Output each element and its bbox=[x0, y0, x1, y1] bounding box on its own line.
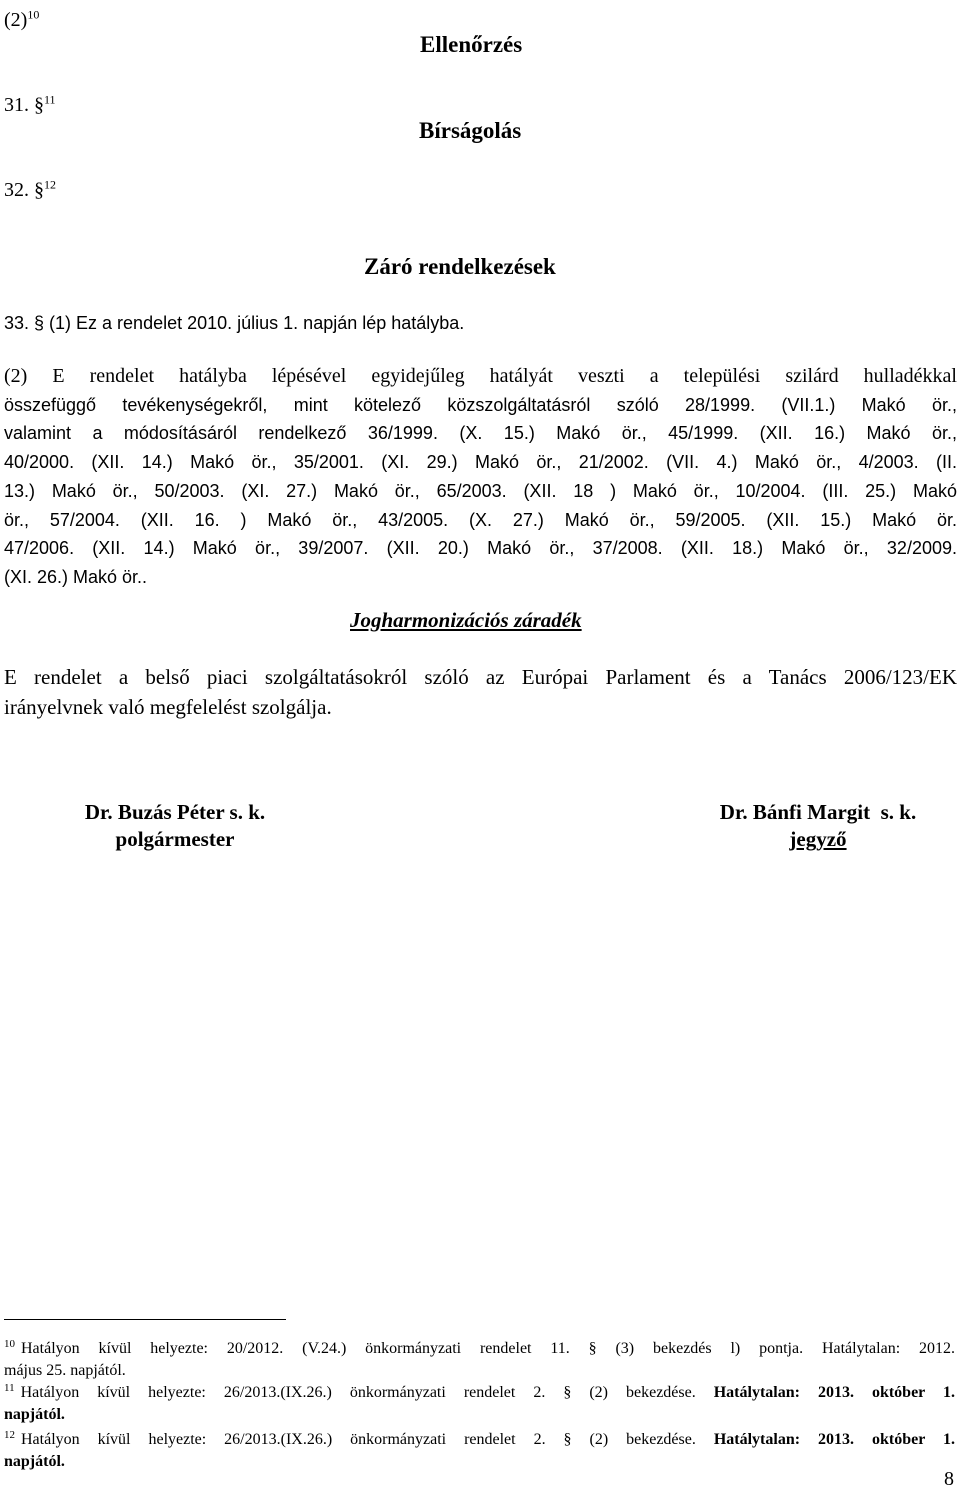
paragraph-2-line: 13.) Makó ör., 50/2003. (XI. 27.) Makó ör., 65/2003. (XII. 18 ) Makó ör., 10/2004. (III. 25.) Makó bbox=[4, 480, 957, 501]
page-number: 8 bbox=[944, 1468, 954, 1490]
signature-left-title: polgármester bbox=[115, 827, 235, 851]
footnote-12: $^{12}$ Hatályon kívül helyezte: 26/2013.(IX.26.) önkormányzati rendelet 2. § (2) bekezdése. Hatálytalan: 2013. október 1. bbox=[4, 1428, 955, 1448]
paragraph-2-line: valamint a módosításáról rendelkező 36/1999. (X. 15.) Makó ör., 45/1999. (XII. 16.) Makó ör., bbox=[4, 423, 957, 444]
footnote-10-cont: május 25. napjától. bbox=[4, 1362, 126, 1379]
footnote-ref-10[interactable]: 10 bbox=[27, 7, 40, 22]
heading-ellenorzes: Ellenőrzés bbox=[420, 32, 523, 57]
paragraph-eu bbox=[4, 662, 957, 722]
section-2-label: $(2)^{10}$ bbox=[4, 7, 40, 31]
signature-right-name: Dr. Bánfi Margit s. k. bbox=[719, 800, 917, 824]
paragraph-2-line: ör., 57/2004. (XII. 16. ) Makó ör., 43/2005. (X. 27.) Makó ör., 59/2005. (XII. 15.) Makó ör. bbox=[4, 509, 957, 530]
footnote-ref-11[interactable]: 11 bbox=[44, 92, 56, 107]
paragraph-eu-line: E rendelet a belső piaci szolgáltatásokról szóló az Európai Parlament és a Tanács 2006/123/EK bbox=[4, 665, 957, 689]
paragraph-2-line: 47/2006. (XII. 14.) Makó ör., 39/2007. (XII. 20.) Makó ör., 37/2008. (XII. 18.) Makó ör., 32/2009. bbox=[4, 538, 957, 559]
heading-jogharmonizacios-zaradek: Jogharmonizációs záradék bbox=[350, 608, 582, 632]
section-32-label: 32. §$^{12}$ bbox=[4, 177, 56, 201]
paragraph-2-line: összefüggő tevékenységekről, mint kötelező közszolgáltatásról szóló 28/1999. (VII.1.) Makó ör., bbox=[4, 394, 957, 415]
signature-right-title: jegyző bbox=[789, 827, 847, 851]
signature-right bbox=[693, 800, 943, 852]
signature-left-name: Dr. Buzás Péter s. k. bbox=[84, 800, 266, 824]
footnote-10: $^{10}$ Hatályon kívül helyezte: 20/2012. (V.24.) önkormányzati rendelet 11. § (3) bekezdés l) pontja. Hatálytalan: 2012. bbox=[4, 1337, 955, 1357]
footnote-separator bbox=[4, 1319, 286, 1320]
signature-left bbox=[55, 800, 295, 852]
footnote-ref-12[interactable]: 12 bbox=[44, 177, 56, 192]
footnote-11: $^{11}$ Hatályon kívül helyezte: 26/2013.(IX.26.) önkormányzati rendelet 2. § (2) bekezdése. Hatálytalan: 2013. október 1. bbox=[4, 1381, 955, 1401]
paragraph-2 bbox=[4, 362, 957, 592]
paragraph-eu-line: irányelvnek való megfelelést szolgálja. bbox=[4, 695, 332, 719]
heading-birsagolas: Bírságolás bbox=[419, 118, 522, 143]
footnote-12-cont: napjától. bbox=[4, 1453, 65, 1470]
section-33-text: 33. § (1) Ez a rendelet 2010. július 1. napján lép hatályba. bbox=[4, 313, 465, 333]
paragraph-2-line: (2) E rendelet hatályba lépésével egyidejűleg hatályát veszti a települési szilárd hulladékkal bbox=[4, 365, 957, 387]
paragraph-2-line: (XI. 26.) Makó ör.. bbox=[4, 566, 148, 587]
paragraph-2-line: 40/2000. (XII. 14.) Makó ör., 35/2001. (XI. 29.) Makó ör., 21/2002. (VII. 4.) Makó ör., 4/2003. (II. bbox=[4, 452, 957, 473]
footnote-11-cont: napjától. bbox=[4, 1406, 65, 1423]
heading-zaro-rendelkezesek: Záró rendelkezések bbox=[364, 254, 556, 279]
section-31-label: 31. §$^{11}$ bbox=[4, 92, 56, 116]
